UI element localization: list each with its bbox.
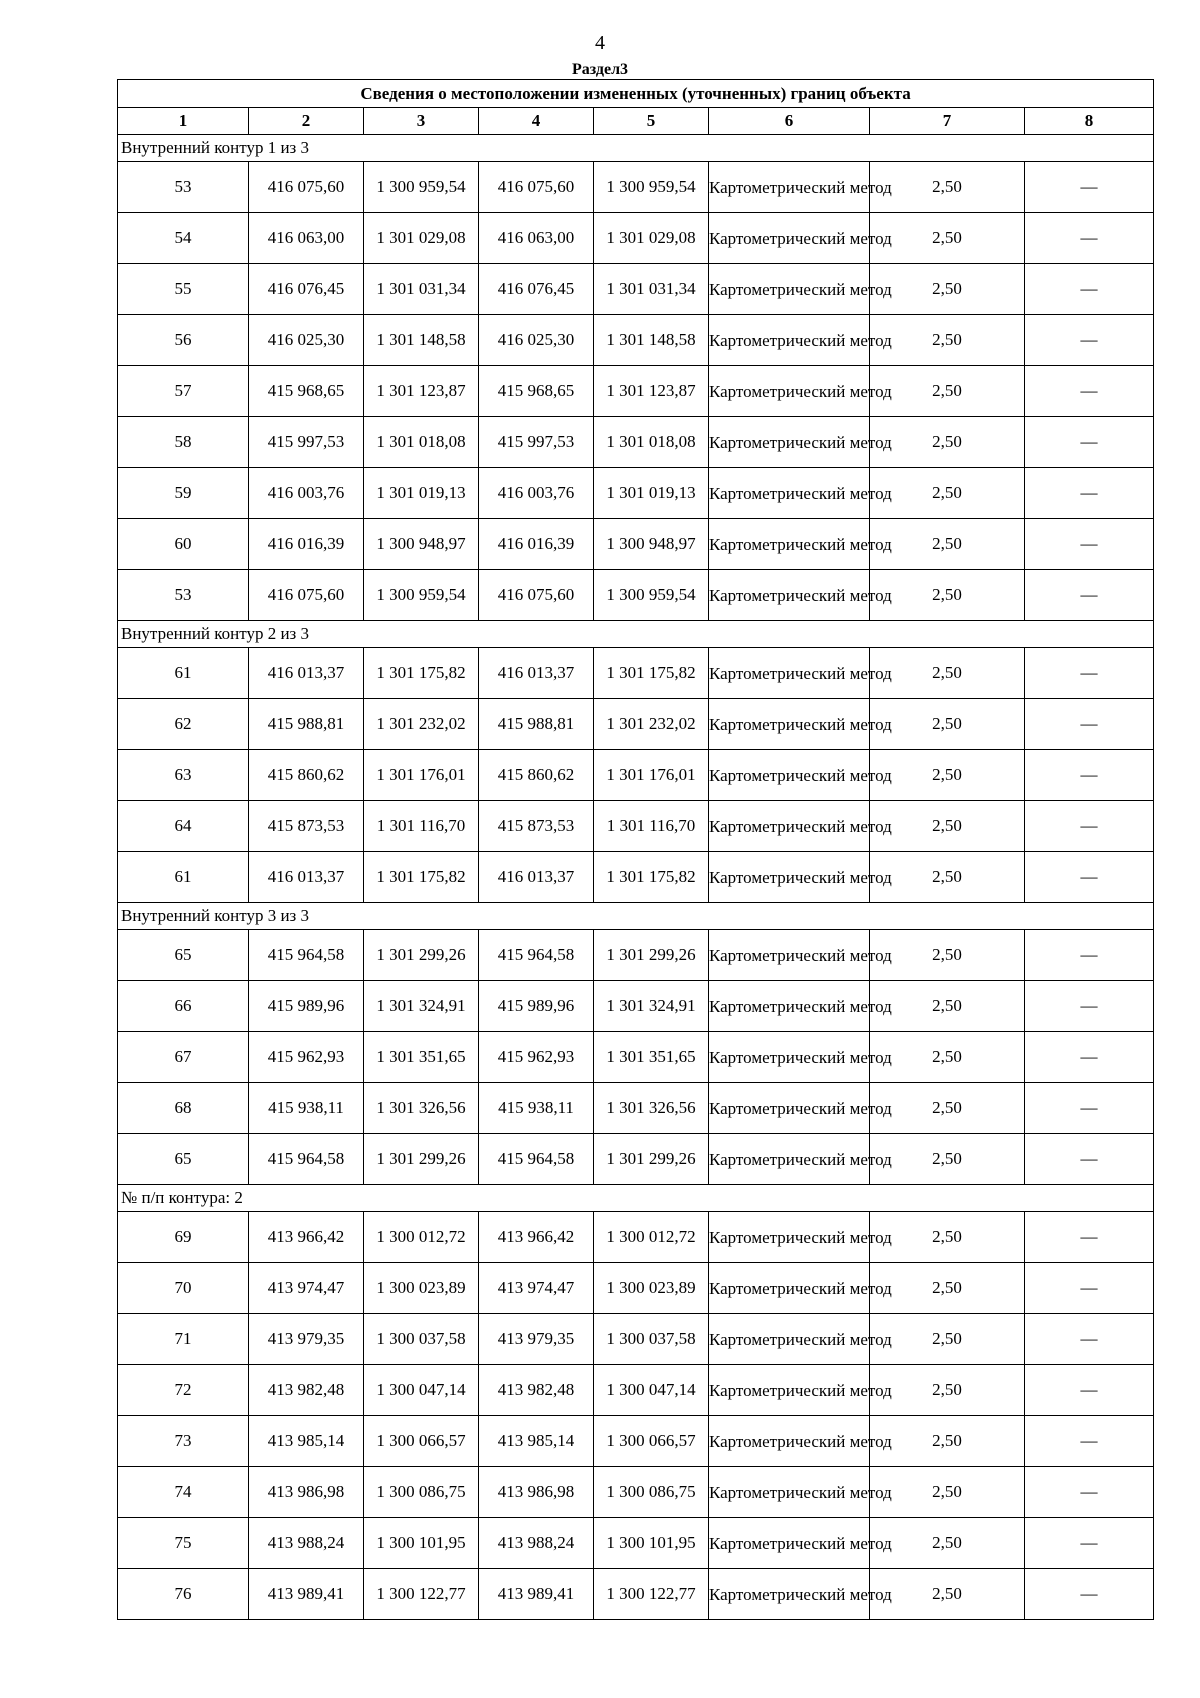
point-description-cell: — <box>1025 468 1154 519</box>
point-description-cell: — <box>1025 1212 1154 1263</box>
point-description-cell: — <box>1025 1518 1154 1569</box>
existing-x-cell: 415 964,58 <box>249 930 364 981</box>
method-cell: Картометрический метод <box>709 1569 870 1620</box>
table-row <box>118 801 1154 852</box>
point-number-cell: 57 <box>118 366 249 417</box>
point-description-cell: — <box>1025 1134 1154 1185</box>
existing-y-cell: 1 301 123,87 <box>364 366 479 417</box>
table-row <box>118 1467 1154 1518</box>
accuracy-cell: 2,50 <box>870 801 1025 852</box>
existing-y-cell: 1 300 037,58 <box>364 1314 479 1365</box>
accuracy-cell: 2,50 <box>870 1212 1025 1263</box>
method-cell: Картометрический метод <box>709 1365 870 1416</box>
point-number-cell: 76 <box>118 1569 249 1620</box>
existing-x-cell: 415 989,96 <box>249 981 364 1032</box>
refined-y-cell: 1 301 232,02 <box>594 699 709 750</box>
refined-y-cell: 1 301 351,65 <box>594 1032 709 1083</box>
refined-x-cell: 413 974,47 <box>479 1263 594 1314</box>
existing-y-cell: 1 300 122,77 <box>364 1569 479 1620</box>
point-description-cell: — <box>1025 1314 1154 1365</box>
refined-x-cell: 416 025,30 <box>479 315 594 366</box>
existing-y-cell: 1 300 023,89 <box>364 1263 479 1314</box>
refined-x-cell: 413 986,98 <box>479 1467 594 1518</box>
refined-y-cell: 1 301 018,08 <box>594 417 709 468</box>
method-cell: Картометрический метод <box>709 1083 870 1134</box>
existing-x-cell: 415 988,81 <box>249 699 364 750</box>
existing-y-cell: 1 301 148,58 <box>364 315 479 366</box>
table-row <box>118 930 1154 981</box>
method-cell: Картометрический метод <box>709 315 870 366</box>
table-row <box>118 519 1154 570</box>
refined-y-cell: 1 301 019,13 <box>594 468 709 519</box>
refined-x-cell: 413 988,24 <box>479 1518 594 1569</box>
point-description-cell: — <box>1025 519 1154 570</box>
refined-y-cell: 1 300 047,14 <box>594 1365 709 1416</box>
point-description-cell: — <box>1025 1365 1154 1416</box>
point-number-cell: 62 <box>118 699 249 750</box>
existing-y-cell: 1 301 018,08 <box>364 417 479 468</box>
point-description-cell: — <box>1025 852 1154 903</box>
existing-x-cell: 416 025,30 <box>249 315 364 366</box>
refined-y-cell: 1 301 326,56 <box>594 1083 709 1134</box>
point-number-cell: 61 <box>118 648 249 699</box>
table-row <box>118 315 1154 366</box>
existing-y-cell: 1 301 019,13 <box>364 468 479 519</box>
table-row <box>118 699 1154 750</box>
refined-x-cell: 416 075,60 <box>479 570 594 621</box>
accuracy-cell: 2,50 <box>870 417 1025 468</box>
page-number: 4 <box>595 32 605 54</box>
point-number-cell: 71 <box>118 1314 249 1365</box>
point-description-cell: — <box>1025 648 1154 699</box>
existing-x-cell: 416 076,45 <box>249 264 364 315</box>
existing-x-cell: 413 989,41 <box>249 1569 364 1620</box>
refined-y-cell: 1 300 122,77 <box>594 1569 709 1620</box>
existing-x-cell: 416 016,39 <box>249 519 364 570</box>
existing-x-cell: 415 860,62 <box>249 750 364 801</box>
point-number-cell: 53 <box>118 570 249 621</box>
existing-y-cell: 1 300 101,95 <box>364 1518 479 1569</box>
point-description-cell: — <box>1025 1263 1154 1314</box>
accuracy-cell: 2,50 <box>870 519 1025 570</box>
existing-x-cell: 415 968,65 <box>249 366 364 417</box>
refined-x-cell: 416 003,76 <box>479 468 594 519</box>
table-row <box>118 981 1154 1032</box>
refined-x-cell: 416 016,39 <box>479 519 594 570</box>
method-cell: Картометрический метод <box>709 519 870 570</box>
existing-y-cell: 1 300 086,75 <box>364 1467 479 1518</box>
accuracy-cell: 2,50 <box>870 570 1025 621</box>
accuracy-cell: 2,50 <box>870 750 1025 801</box>
accuracy-cell: 2,50 <box>870 1365 1025 1416</box>
method-cell: Картометрический метод <box>709 1134 870 1185</box>
table-row <box>118 1518 1154 1569</box>
accuracy-cell: 2,50 <box>870 1134 1025 1185</box>
refined-x-cell: 413 982,48 <box>479 1365 594 1416</box>
method-cell: Картометрический метод <box>709 213 870 264</box>
point-description-cell: — <box>1025 1569 1154 1620</box>
accuracy-cell: 2,50 <box>870 366 1025 417</box>
point-number-cell: 64 <box>118 801 249 852</box>
existing-x-cell: 415 964,58 <box>249 1134 364 1185</box>
point-description-cell: — <box>1025 1083 1154 1134</box>
existing-x-cell: 415 997,53 <box>249 417 364 468</box>
existing-x-cell: 413 979,35 <box>249 1314 364 1365</box>
table-row <box>118 570 1154 621</box>
existing-x-cell: 416 063,00 <box>249 213 364 264</box>
method-cell: Картометрический метод <box>709 468 870 519</box>
point-number-cell: 70 <box>118 1263 249 1314</box>
refined-x-cell: 413 966,42 <box>479 1212 594 1263</box>
method-cell: Картометрический метод <box>709 981 870 1032</box>
accuracy-cell: 2,50 <box>870 468 1025 519</box>
refined-x-cell: 415 860,62 <box>479 750 594 801</box>
table-row <box>118 1569 1154 1620</box>
coordinates-table <box>117 79 1154 1620</box>
point-number-cell: 65 <box>118 930 249 981</box>
refined-x-cell: 416 075,60 <box>479 162 594 213</box>
refined-y-cell: 1 301 324,91 <box>594 981 709 1032</box>
refined-x-cell: 416 063,00 <box>479 213 594 264</box>
table-row <box>118 1212 1154 1263</box>
accuracy-cell: 2,50 <box>870 162 1025 213</box>
accuracy-cell: 2,50 <box>870 981 1025 1032</box>
existing-y-cell: 1 301 232,02 <box>364 699 479 750</box>
point-number-cell: 61 <box>118 852 249 903</box>
point-number-cell: 53 <box>118 162 249 213</box>
point-number-cell: 69 <box>118 1212 249 1263</box>
column-header: 5 <box>594 108 709 135</box>
table-row <box>118 1263 1154 1314</box>
refined-x-cell: 415 964,58 <box>479 930 594 981</box>
method-cell: Картометрический метод <box>709 417 870 468</box>
point-description-cell: — <box>1025 930 1154 981</box>
method-cell: Картометрический метод <box>709 264 870 315</box>
point-description-cell: — <box>1025 981 1154 1032</box>
refined-y-cell: 1 301 123,87 <box>594 366 709 417</box>
method-cell: Картометрический метод <box>709 1518 870 1569</box>
refined-y-cell: 1 301 148,58 <box>594 315 709 366</box>
existing-x-cell: 416 013,37 <box>249 648 364 699</box>
refined-x-cell: 416 013,37 <box>479 648 594 699</box>
table-row <box>118 417 1154 468</box>
existing-x-cell: 415 938,11 <box>249 1083 364 1134</box>
section-label: Раздел3 <box>571 61 629 78</box>
method-cell: Картометрический метод <box>709 1467 870 1518</box>
existing-x-cell: 413 974,47 <box>249 1263 364 1314</box>
table-row <box>118 852 1154 903</box>
refined-x-cell: 415 989,96 <box>479 981 594 1032</box>
point-number-cell: 73 <box>118 1416 249 1467</box>
existing-y-cell: 1 301 351,65 <box>364 1032 479 1083</box>
point-description-cell: — <box>1025 1416 1154 1467</box>
existing-y-cell: 1 300 959,54 <box>364 570 479 621</box>
refined-x-cell: 415 988,81 <box>479 699 594 750</box>
refined-y-cell: 1 301 299,26 <box>594 1134 709 1185</box>
accuracy-cell: 2,50 <box>870 1467 1025 1518</box>
refined-x-cell: 415 962,93 <box>479 1032 594 1083</box>
existing-x-cell: 413 982,48 <box>249 1365 364 1416</box>
point-number-cell: 56 <box>118 315 249 366</box>
point-description-cell: — <box>1025 366 1154 417</box>
point-description-cell: — <box>1025 1467 1154 1518</box>
refined-x-cell: 413 979,35 <box>479 1314 594 1365</box>
point-description-cell: — <box>1025 417 1154 468</box>
point-number-cell: 59 <box>118 468 249 519</box>
point-description-cell: — <box>1025 315 1154 366</box>
column-header: 2 <box>249 108 364 135</box>
existing-y-cell: 1 301 324,91 <box>364 981 479 1032</box>
point-description-cell: — <box>1025 570 1154 621</box>
contour-label: № п/п контура: 2 <box>118 1185 1154 1212</box>
accuracy-cell: 2,50 <box>870 315 1025 366</box>
refined-y-cell: 1 300 012,72 <box>594 1212 709 1263</box>
point-number-cell: 66 <box>118 981 249 1032</box>
table-row <box>118 213 1154 264</box>
existing-y-cell: 1 300 948,97 <box>364 519 479 570</box>
column-header: 7 <box>870 108 1025 135</box>
table-title: Сведения о местоположении измененных (уточненных) границ объекта <box>118 80 1154 108</box>
point-description-cell: — <box>1025 162 1154 213</box>
existing-y-cell: 1 301 175,82 <box>364 852 479 903</box>
refined-x-cell: 415 873,53 <box>479 801 594 852</box>
table-row <box>118 162 1154 213</box>
point-number-cell: 74 <box>118 1467 249 1518</box>
point-description-cell: — <box>1025 750 1154 801</box>
existing-x-cell: 413 966,42 <box>249 1212 364 1263</box>
refined-y-cell: 1 301 176,01 <box>594 750 709 801</box>
existing-x-cell: 413 985,14 <box>249 1416 364 1467</box>
point-number-cell: 72 <box>118 1365 249 1416</box>
table-title-row <box>118 80 1154 108</box>
point-number-cell: 55 <box>118 264 249 315</box>
table-row <box>118 1032 1154 1083</box>
point-number-cell: 60 <box>118 519 249 570</box>
existing-y-cell: 1 301 299,26 <box>364 930 479 981</box>
accuracy-cell: 2,50 <box>870 1416 1025 1467</box>
existing-x-cell: 416 003,76 <box>249 468 364 519</box>
accuracy-cell: 2,50 <box>870 1083 1025 1134</box>
point-description-cell: — <box>1025 264 1154 315</box>
refined-y-cell: 1 300 101,95 <box>594 1518 709 1569</box>
table-row <box>118 648 1154 699</box>
accuracy-cell: 2,50 <box>870 648 1025 699</box>
table-row <box>118 1314 1154 1365</box>
contour-header-row <box>118 1185 1154 1212</box>
point-number-cell: 65 <box>118 1134 249 1185</box>
point-description-cell: — <box>1025 1032 1154 1083</box>
existing-y-cell: 1 300 047,14 <box>364 1365 479 1416</box>
refined-y-cell: 1 300 023,89 <box>594 1263 709 1314</box>
existing-x-cell: 413 988,24 <box>249 1518 364 1569</box>
existing-y-cell: 1 301 116,70 <box>364 801 479 852</box>
contour-label: Внутренний контур 3 из 3 <box>118 903 1154 930</box>
refined-y-cell: 1 300 959,54 <box>594 162 709 213</box>
accuracy-cell: 2,50 <box>870 1263 1025 1314</box>
existing-y-cell: 1 300 012,72 <box>364 1212 479 1263</box>
refined-x-cell: 415 964,58 <box>479 1134 594 1185</box>
method-cell: Картометрический метод <box>709 366 870 417</box>
existing-y-cell: 1 301 326,56 <box>364 1083 479 1134</box>
contour-header-row <box>118 621 1154 648</box>
existing-x-cell: 415 873,53 <box>249 801 364 852</box>
column-header: 1 <box>118 108 249 135</box>
method-cell: Картометрический метод <box>709 699 870 750</box>
accuracy-cell: 2,50 <box>870 930 1025 981</box>
method-cell: Картометрический метод <box>709 1416 870 1467</box>
existing-x-cell: 416 075,60 <box>249 162 364 213</box>
existing-y-cell: 1 301 029,08 <box>364 213 479 264</box>
accuracy-cell: 2,50 <box>870 1518 1025 1569</box>
table-row <box>118 750 1154 801</box>
existing-y-cell: 1 301 299,26 <box>364 1134 479 1185</box>
accuracy-cell: 2,50 <box>870 264 1025 315</box>
method-cell: Картометрический метод <box>709 1263 870 1314</box>
table-row <box>118 1134 1154 1185</box>
refined-y-cell: 1 300 086,75 <box>594 1467 709 1518</box>
point-description-cell: — <box>1025 699 1154 750</box>
existing-x-cell: 415 962,93 <box>249 1032 364 1083</box>
table-row <box>118 1365 1154 1416</box>
refined-x-cell: 413 985,14 <box>479 1416 594 1467</box>
table-row <box>118 468 1154 519</box>
point-number-cell: 68 <box>118 1083 249 1134</box>
existing-y-cell: 1 301 176,01 <box>364 750 479 801</box>
refined-y-cell: 1 301 116,70 <box>594 801 709 852</box>
table-row <box>118 264 1154 315</box>
refined-y-cell: 1 300 948,97 <box>594 519 709 570</box>
method-cell: Картометрический метод <box>709 750 870 801</box>
refined-y-cell: 1 301 029,08 <box>594 213 709 264</box>
method-cell: Картометрический метод <box>709 570 870 621</box>
method-cell: Картометрический метод <box>709 801 870 852</box>
column-header: 8 <box>1025 108 1154 135</box>
refined-x-cell: 416 013,37 <box>479 852 594 903</box>
existing-x-cell: 416 013,37 <box>249 852 364 903</box>
refined-y-cell: 1 301 175,82 <box>594 648 709 699</box>
refined-x-cell: 415 938,11 <box>479 1083 594 1134</box>
table-row <box>118 1416 1154 1467</box>
table-row <box>118 366 1154 417</box>
accuracy-cell: 2,50 <box>870 699 1025 750</box>
refined-x-cell: 416 076,45 <box>479 264 594 315</box>
refined-y-cell: 1 301 175,82 <box>594 852 709 903</box>
contour-header-row <box>118 135 1154 162</box>
method-cell: Картометрический метод <box>709 648 870 699</box>
column-header: 6 <box>709 108 870 135</box>
column-header-row <box>118 108 1154 135</box>
accuracy-cell: 2,50 <box>870 213 1025 264</box>
existing-y-cell: 1 301 031,34 <box>364 264 479 315</box>
refined-y-cell: 1 301 031,34 <box>594 264 709 315</box>
point-number-cell: 63 <box>118 750 249 801</box>
contour-header-row <box>118 903 1154 930</box>
refined-x-cell: 415 968,65 <box>479 366 594 417</box>
method-cell: Картометрический метод <box>709 1032 870 1083</box>
contour-label: Внутренний контур 1 из 3 <box>118 135 1154 162</box>
refined-y-cell: 1 300 959,54 <box>594 570 709 621</box>
existing-y-cell: 1 300 066,57 <box>364 1416 479 1467</box>
point-description-cell: — <box>1025 213 1154 264</box>
existing-y-cell: 1 301 175,82 <box>364 648 479 699</box>
point-number-cell: 75 <box>118 1518 249 1569</box>
method-cell: Картометрический метод <box>709 1212 870 1263</box>
point-number-cell: 58 <box>118 417 249 468</box>
existing-x-cell: 416 075,60 <box>249 570 364 621</box>
refined-x-cell: 413 989,41 <box>479 1569 594 1620</box>
accuracy-cell: 2,50 <box>870 852 1025 903</box>
existing-y-cell: 1 300 959,54 <box>364 162 479 213</box>
accuracy-cell: 2,50 <box>870 1314 1025 1365</box>
refined-y-cell: 1 300 066,57 <box>594 1416 709 1467</box>
refined-x-cell: 415 997,53 <box>479 417 594 468</box>
refined-y-cell: 1 300 037,58 <box>594 1314 709 1365</box>
point-description-cell: — <box>1025 801 1154 852</box>
method-cell: Картометрический метод <box>709 1314 870 1365</box>
point-number-cell: 67 <box>118 1032 249 1083</box>
contour-label: Внутренний контур 2 из 3 <box>118 621 1154 648</box>
column-header: 4 <box>479 108 594 135</box>
existing-x-cell: 413 986,98 <box>249 1467 364 1518</box>
table-row <box>118 1083 1154 1134</box>
method-cell: Картометрический метод <box>709 852 870 903</box>
method-cell: Картометрический метод <box>709 930 870 981</box>
point-number-cell: 54 <box>118 213 249 264</box>
accuracy-cell: 2,50 <box>870 1032 1025 1083</box>
accuracy-cell: 2,50 <box>870 1569 1025 1620</box>
column-header: 3 <box>364 108 479 135</box>
refined-y-cell: 1 301 299,26 <box>594 930 709 981</box>
method-cell: Картометрический метод <box>709 162 870 213</box>
